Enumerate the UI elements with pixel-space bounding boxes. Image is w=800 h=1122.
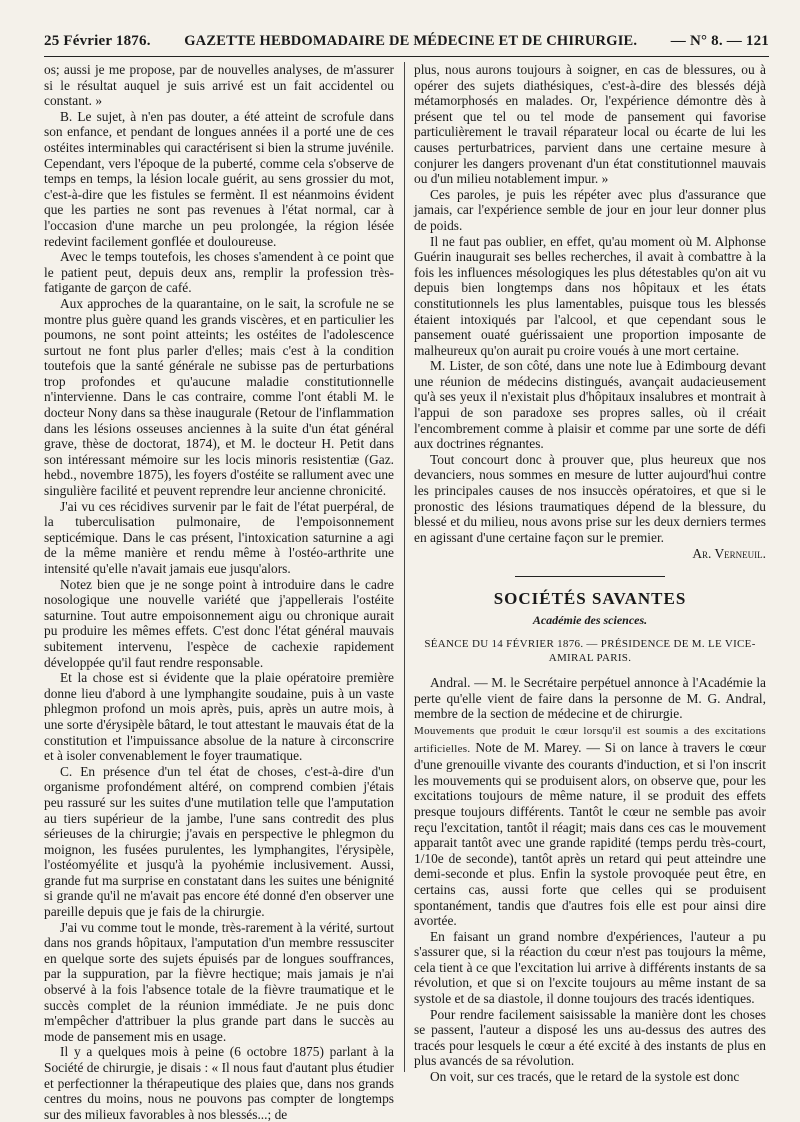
subsection-title: Académie des sciences. <box>532 612 648 627</box>
session-line: SÉANCE DU 14 FÉVRIER 1876. — PRÉSIDENCE DE M. LE VICE-AMIRAL PARIS. <box>424 638 756 664</box>
marey-note <box>414 722 766 929</box>
section-rule <box>515 576 665 577</box>
paragraph: Et la chose est si évidente que la plaie opératoire première donne lieu d'abord à une lymphangite soudaine, puis à un vaste phlegmon profond un mois après, puis, après un autre mois, à une sorte d'érysipèle bâtard, le tout attestant le mauvais état de la constitution et l'impuissance absolue de la nature à circonscrire et à isoler convenablement le foyer traumatique. <box>44 670 394 764</box>
paragraph: plus, nous aurons toujours à soigner, en cas de blessures, ou à opérer des sujets diathésiques, c'est-à-dire des blessés déjà métamorphosés en malades. Or, l'expérience démontre dès à présent que tel ou tel mode de pansement qui favorise particulièrement le travail réparateur local ou écarte de lui les causes perturbatrices, parvient dans une certaine mesure à conjurer les dangers provenant d'un état constitutionnel mauvais ou d'un milieu notablement impur. » <box>414 62 766 187</box>
paragraph: On voit, sur ces tracés, que le retard de la systole est donc <box>430 1069 740 1085</box>
paragraph: Avec le temps toutefois, les choses s'amendent à ce point que le patient peut, depuis deux ans, remplir la profession très-fatigante de garçon de café. <box>44 249 394 296</box>
paragraph: Notez bien que je ne songe point à introduire dans le cadre nosologique une nouvelle variété que j'appellerais l'ostéite saturnine. Tout autre empoisonnement aigu ou chronique aurait pu produire les mêmes effets. C'est donc l'état général mauvais subitement intervenu, l'espèce de cachexie rapidement développée qu'il faut rendre responsable. <box>44 576 394 670</box>
andral-notice: Andral. — M. le Secrétaire perpétuel annonce à l'Académie la perte qu'elle vient de faire dans la personne de M. G. Andral, membre de la section de médecine et de chirurgie. <box>414 675 766 722</box>
paragraph: C. En présence d'un tel état de choses, c'est-à-dire d'un organisme profondément altéré, on comprend combien j'étais peu rassuré sur les suites d'une mutilation telle que l'amputation au tiers supérieur de la jambe, l'une sans contredit des plus sérieuses de la chirurgie; j'avais en perspective le phlegmon du moignon, les fusées purulentes, les lymphangites, l'érysipèle, l'ostéomyélite et jusqu'à la pyohémie inclusivement. Aussi, grande fut ma surprise en constatant dans les suites une bénignité si grande qu'il ne m'avait pas encore été donné d'en observer une pareille depuis que je fais de la chirurgie. <box>44 763 394 920</box>
issue-number-and-page <box>671 33 769 50</box>
paragraph: Tout concourt donc à prouver que, plus heureux que nos devanciers, nous sommes en mesure de lutter aujourd'hui contre les principales causes de nos insuccès opératoires, et que si le pronostic des lésions traumatiques dépend de la blessure, du blessé et du milieu, nous avons prise sur les deux derniers termes en agissant d'une certaine façon sur le premier. <box>414 451 766 545</box>
left-column <box>44 62 394 1122</box>
header-rule <box>44 56 769 57</box>
author-signature: Ar. Verneuil. <box>692 546 766 562</box>
column-divider <box>404 62 405 1072</box>
section-title: SOCIÉTÉS SAVANTES <box>493 589 687 608</box>
right-column <box>414 62 766 1085</box>
marey-text: Note de M. Marey. — Si on lance à travers le cœur d'une grenouille vivante des courants d'induction, et si l'on inscrit les mouvements qui se produisent alors, on observe que, pour les excitations toujours de même nature, il se produit des effets presque toujours différents. Tantôt le cœur ne semble pas avoir reçu l'excitation, tantôt il réagit; mais dans ces cas le mouvement apparait tantôt avec une grande rapidité (temps perdu très-court, 1/10e de seconde), tantôt après un retard qui peut atteindre une demi-seconde et plus. Enfin la systole provoquée peut être, en certains cas, aussi forte que celles qui se produisent spontanément, tandis que d'autres fois elle est pour ainsi dire avortée. <box>414 739 766 929</box>
paragraph: Il y a quelques mois à peine (6 octobre 1875) parlant à la Société de chirurgie, je disais : « Il nous faut d'autant plus étudier et perfectionner la thérapeutique des plaies que, dans nos grands centres du moins, nous ne pouvons pas compter de longtemps sur des milieux favorables à nos blessés...; de <box>44 1044 394 1122</box>
paragraph: B. Le sujet, à n'en pas douter, a été atteint de scrofule dans son enfance, et pendant de longues années il a porté une de ces ostéites interminables qui caractérisent si bien la strume juvénile. Cependant, vers l'époque de la puberté, comme cela s'observe de temps en temps, la lésion locale guérit, au sens grossier du mot, c'est-à-dire que les fistules se fermènt. Il est néanmoins évident que les parties ne sont pas revenues à l'état normal, car à l'occasion d'une marche un peu prolongée, la région lésée redevint facilement gonflée et douloureuse. <box>44 108 394 249</box>
paragraph: En faisant un grand nombre d'expériences, l'auteur a pu s'assurer que, si la réaction du cœur n'est pas toujours la même, cela tient à ce que l'excitation lui arrive à différents instants de sa révolution, et que si on l'excite toujours au même instant de sa systole et de sa diastole, il donne toujours des tracés identiques. <box>414 928 766 1007</box>
issue-number: — N° 8. — <box>670 33 742 49</box>
page-number: 121 <box>745 33 769 49</box>
paragraph: Pour rendre facilement saisissable la manière dont les choses se passent, l'auteur a disposé les uns au-dessus des autres des tracés pour lesquels le cœur a été excité à des instants de plus en plus avancés de sa révolution. <box>414 1006 766 1069</box>
paragraph: Aux approches de la quarantaine, on le sait, la scrofule ne se montre plus guère quand les grands viscères, et en particulier les poumons, ne sont point atteints; les ostéites de l'adolescence surtout ne font plus parler d'elles; mais c'est à la condition toutefois que la santé générale ne subisse pas de perturbations trop profondes et qu'aucune maladie constitutionnelle n'intervienne. Dans le cas contraire, comme l'ont établi M. le docteur Nony dans sa thèse inaugurale (Retour de l'inflammation dans les lésions osseuses anciennes à la suite d'un état général grave, thèse de doctorat, 1874), et M. le docteur H. Petit dans son intéressant mémoire sur les locis minoris resistentiæ (Gaz. hebd., novembre 1875), les foyers d'ostéite se rallument avec une singulière facilité et peuvent reprendre leur ancienne chronicité. <box>44 295 394 499</box>
paragraph: Il ne faut pas oublier, en effet, qu'au moment où M. Alphonse Guérin inaugurait ses belles recherches, il avait à combattre à la fois les influences mésologiques les plus détestables qu'on ait vu depuis bien longtemps dans nos hôpitaux et les états constitutionnels les plus lamentables, puisque tous les blessés étaient intoxiqués par l'alcool, et que cependant sous le pansement ouaté guérissaient une proportion imposante de malheureux qu'on aurait pu croire voués à une mort certaine. <box>414 233 766 358</box>
running-header <box>44 28 769 50</box>
paragraph: J'ai vu ces récidives survenir par le fait de l'état puerpéral, de la tuberculisation pulmonaire, de l'empoisonnement septicémique. Dans le cas présent, l'intoxication saturnine a agi de la même manière et rendu même à l'ostéo-arthrite une intensité qu'elle n'avait jamais eue jusqu'alors. <box>44 498 394 576</box>
paragraph: Ces paroles, je puis les répéter avec plus d'assurance que jamais, car l'expérience semble de jour en jour leur donner plus de poids. <box>414 186 766 233</box>
marey-heading: Mouvements que produit le cœur lorsqu'il est soumis a des excitations artificielles. <box>414 724 766 755</box>
paragraph: os; aussi je me propose, par de nouvelles analyses, de m'assurer si le résultat auquel je suis arrivé est un fait accidentel ou constant. » <box>44 62 394 109</box>
paragraph: M. Lister, de son côté, dans une note lue à Edimbourg devant une réunion de médecins distingués, avançait audacieusement qu'à ses yeux il n'existait plus d'hôpitaux insalubres et montrait à l'appui de son paradoxe ses propres salles, où il créait l'encombrement comme à plaisir et comme par une sorte de défi aux doctrines régnantes. <box>414 358 766 452</box>
issue-date: 25 Février 1876. <box>44 33 151 49</box>
journal-title: GAZETTE HEBDOMADAIRE DE MÉDECINE ET DE CHIRURGIE. <box>184 33 638 49</box>
paragraph: J'ai vu comme tout le monde, très-rarement à la vérité, surtout dans nos grands hôpitaux, l'amputation d'un membre ressusciter en quelque sorte des sujets épuisés par de longues souffrances, par la suppuration, par la fièvre hectique; mais jamais je n'ai observé à la fois l'absence totale de la fièvre traumatique et le succès complet de la réunion immédiate. Je ne puis donc m'empêcher d'attribuer la plus grande part dans le succès au mode de pansement mis en usage. <box>44 919 394 1044</box>
